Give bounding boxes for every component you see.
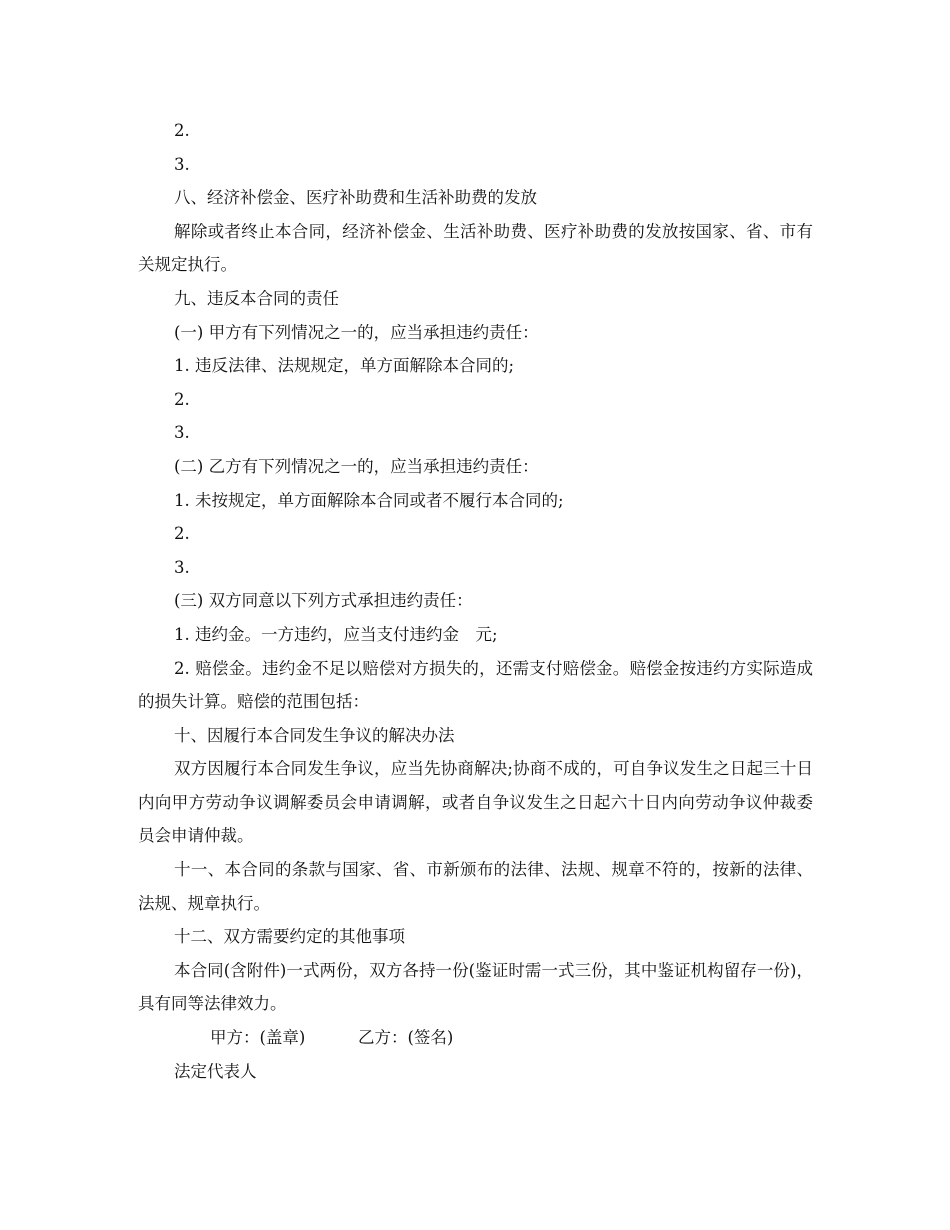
section-9-heading: 九、违反本合同的责任 xyxy=(174,288,339,308)
section-10-body: 双方因履行本合同发生争议，应当先协商解决;协商不成的，可自争议发生之日起三十日内向甲方劳动争议调解委员会申请调解，或者自争议发生之日起六十日内向劳动争议仲裁委员会申请仲裁。 xyxy=(138,759,813,846)
section-12-body: 本合同(含附件)一式两份，双方各持一份(鉴证时需一式三份，其中鉴证机构留存一份)，具有同等法律效力。 xyxy=(138,960,813,1014)
section-8-heading: 八、经济补偿金、医疗补助费和生活补助费的发放 xyxy=(174,188,537,208)
clause-9-2-item-3: 3. xyxy=(174,557,190,577)
clause-9-3-item-2: 2. 赔偿金。违约金不足以赔偿对方损失的，还需支付赔偿金。赔偿金按违约方实际造成的损失计算。赔偿的范围包括： xyxy=(138,658,813,712)
section-12-heading: 十二、双方需要约定的其他事项 xyxy=(174,927,405,947)
section-11: 十一、本合同的条款与国家、省、市新颁布的法律、法规、规章不符的，按新的法律、法规、规章执行。 xyxy=(138,860,813,913)
item-3: 3. xyxy=(174,154,190,174)
legal-representative: 法定代表人 xyxy=(174,1061,257,1081)
party-a-seal: 甲方：(盖章) xyxy=(210,1028,306,1048)
item-2: 2. xyxy=(174,121,190,140)
clause-9-3-heading: (三) 双方同意以下列方式承担违约责任： xyxy=(174,591,473,611)
clause-9-3-item-1: 1. 违约金。一方违约，应当支付违约金 元; xyxy=(174,624,498,644)
clause-9-2-heading: (二) 乙方有下列情况之一的，应当承担违约责任： xyxy=(174,456,539,476)
section-8-body: 解除或者终止本合同，经济补偿金、生活补助费、医疗补助费的发放按国家、省、市有关规定执行。 xyxy=(138,221,813,275)
clause-9-1-item-2: 2. xyxy=(174,389,190,409)
clause-9-1-item-1: 1. 违反法律、法规规定，单方面解除本合同的; xyxy=(174,356,515,376)
section-10-heading: 十、因履行本合同发生争议的解决办法 xyxy=(174,725,455,745)
clause-9-1-heading: (一) 甲方有下列情况之一的，应当承担违约责任： xyxy=(174,322,539,342)
clause-9-1-item-3: 3. xyxy=(174,423,190,443)
document-page xyxy=(138,114,813,1088)
clause-9-2-item-2: 2. xyxy=(174,524,190,544)
clause-9-2-item-1: 1. 未按规定，单方面解除本合同或者不履行本合同的; xyxy=(174,490,564,510)
party-b-signature: 乙方：(签名) xyxy=(358,1028,454,1048)
signature-line xyxy=(138,1021,813,1055)
